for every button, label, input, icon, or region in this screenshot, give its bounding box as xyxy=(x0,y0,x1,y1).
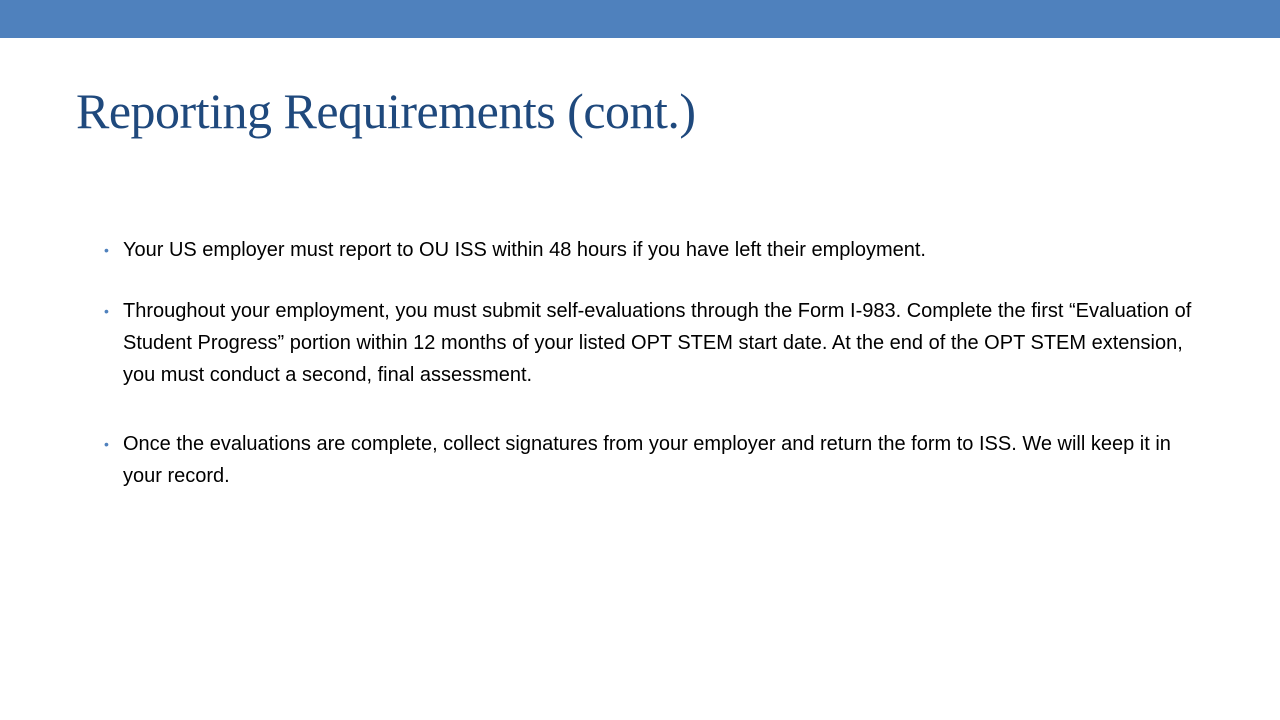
bullet-item xyxy=(104,234,1214,266)
bullet-dot-icon: • xyxy=(104,436,109,452)
slide-title: Reporting Requirements (cont.) xyxy=(76,83,696,139)
bullet-text: Throughout your employment, you must submit self-evaluations through the Form I-983. Complete the first “Evaluation of Student Progress” portion within 12 months of your listed OPT STEM start date. At the end of the OPT STEM extension, you must conduct a second, final assessment. xyxy=(123,300,1192,386)
bullet-item xyxy=(104,295,1214,391)
bullet-text: Your US employer must report to OU ISS within 48 hours if you have left their employment. xyxy=(123,239,926,261)
bullet-dot-icon: • xyxy=(104,242,109,258)
top-accent-bar xyxy=(0,0,1280,38)
bullet-item xyxy=(104,428,1214,492)
bullet-dot-icon: • xyxy=(104,303,109,319)
bullet-text: Once the evaluations are complete, collect signatures from your employer and return the form to ISS. We will keep it in your record. xyxy=(123,433,1171,487)
bullet-list xyxy=(104,234,1214,521)
